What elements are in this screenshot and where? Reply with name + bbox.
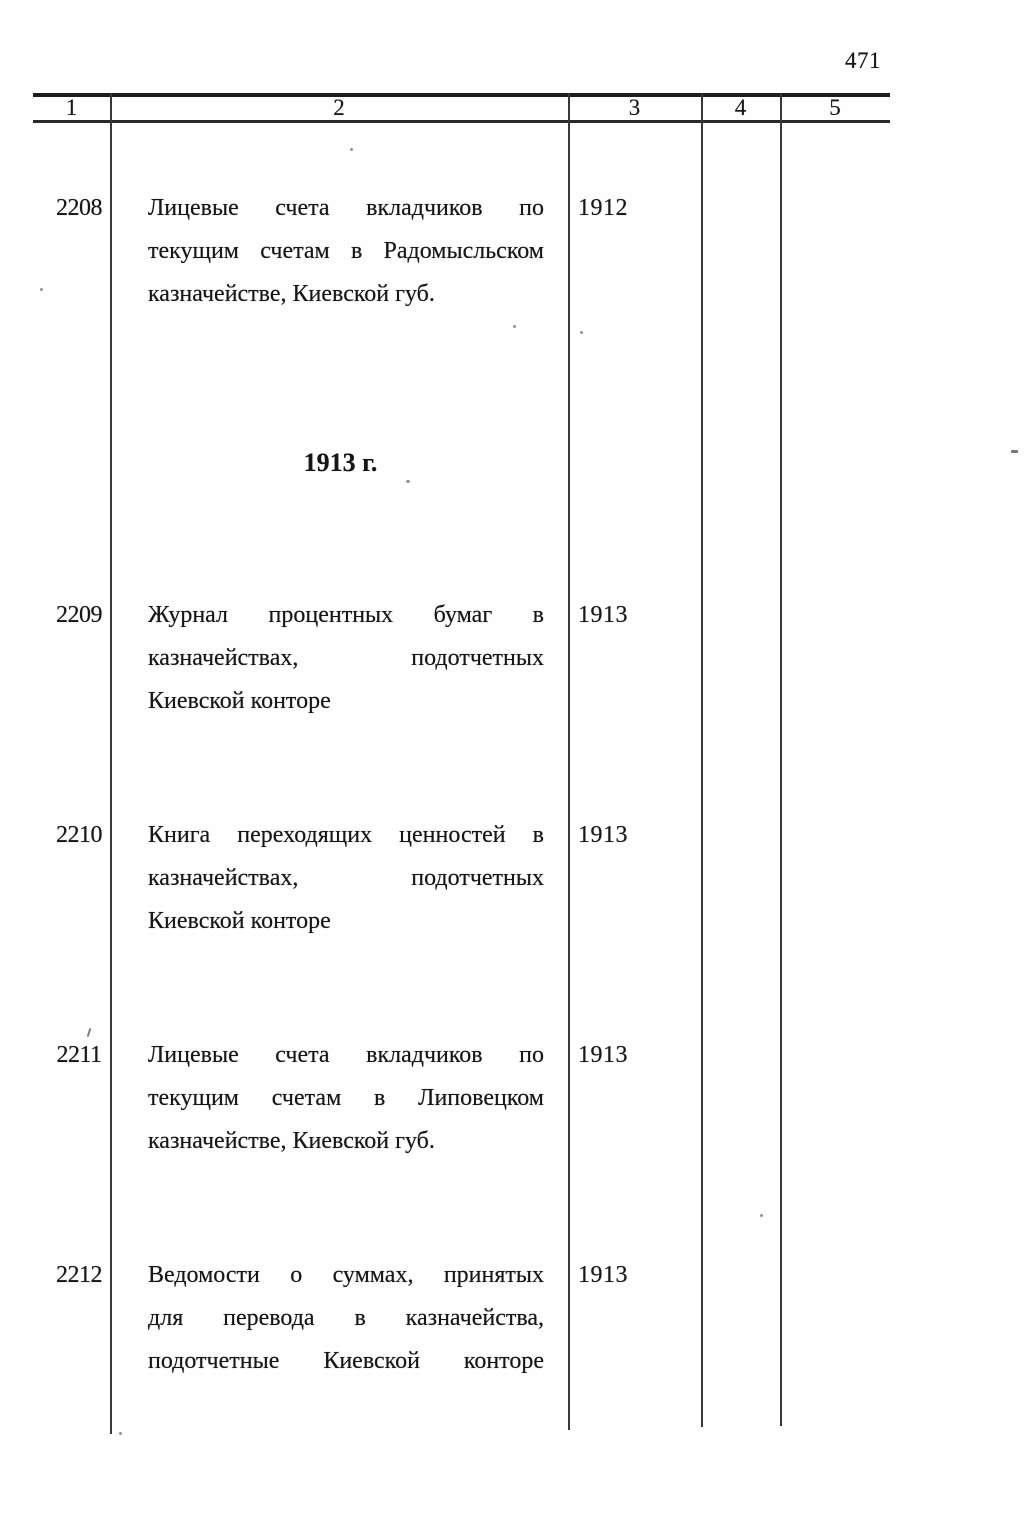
column-header: 4: [734, 95, 747, 120]
row-title: [148, 1254, 544, 1383]
scan-speck: [119, 1432, 122, 1435]
row-title-line: для перевода в казначейства,: [148, 1305, 544, 1331]
row-title: [148, 1034, 544, 1163]
row-title-line: Киевской конторе: [148, 908, 331, 934]
row-number: 2209: [56, 602, 102, 628]
row-number: 2211: [56, 1042, 102, 1068]
row-title: [148, 814, 544, 943]
row-title-line: Киевской конторе: [148, 688, 331, 714]
scan-speck: [760, 1214, 763, 1217]
row-title-line: казначействах, подотчетных: [148, 865, 544, 891]
scan-speck: [406, 480, 410, 483]
column-divider: [780, 93, 782, 1426]
page-number: 471: [845, 48, 881, 73]
row-year: 1913: [578, 1262, 628, 1288]
row-year: 1913: [578, 822, 628, 848]
row-title: [148, 594, 544, 723]
column-divider: [701, 93, 703, 1427]
row-title: [148, 187, 544, 316]
column-header: 5: [829, 95, 841, 120]
scan-speck: [40, 288, 43, 291]
column-header: 3: [628, 95, 641, 120]
row-title-line: Журнал процентных бумаг в: [148, 602, 544, 628]
row-title-line: текущим счетам в Липовецком: [148, 1085, 544, 1111]
row-number: 2210: [56, 822, 102, 848]
row-number: 2212: [56, 1262, 102, 1288]
row-title-line: казначействах, подотчетных: [148, 645, 544, 671]
row-title-line: казначействе, Киевской губ.: [148, 281, 435, 307]
scan-speck: [580, 331, 583, 334]
row-year: 1913: [578, 1042, 628, 1068]
row-title-line: казначействе, Киевской губ.: [148, 1128, 435, 1154]
scan-speck: [513, 325, 516, 328]
row-number: 2208: [56, 195, 102, 221]
column-divider: [110, 93, 112, 1434]
row-title-line: Книга переходящих ценностей в: [148, 822, 544, 848]
row-title-line: Лицевые счета вкладчиков по: [148, 195, 544, 221]
row-year: 1913: [578, 602, 628, 628]
column-divider: [568, 93, 570, 1430]
row-title-line: Лицевые счета вкладчиков по: [148, 1042, 544, 1068]
section-heading: 1913 г.: [303, 448, 378, 477]
table-header-border: [33, 120, 890, 123]
row-title-line: текущим счетам в Радомысльском: [148, 238, 544, 264]
column-header: 2: [333, 95, 345, 120]
row-title-line: подотчетные Киевской конторе: [148, 1348, 544, 1374]
row-title-line: Ведомости о суммах, принятых: [148, 1262, 544, 1288]
scan-speck: [1011, 450, 1018, 453]
column-header: 1: [65, 95, 78, 120]
row-year: 1912: [578, 195, 628, 221]
scan-speck: [350, 148, 353, 151]
